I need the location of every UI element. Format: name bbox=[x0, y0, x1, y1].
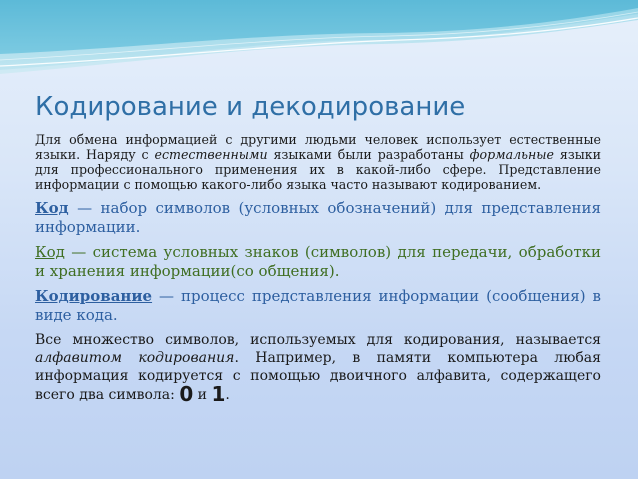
intro-text-2: языками были разработаны bbox=[267, 147, 470, 162]
symbol-zero: 0 bbox=[179, 382, 194, 406]
intro-paragraph bbox=[35, 132, 601, 192]
alphabet-paragraph bbox=[35, 331, 601, 404]
alphabet-and: и bbox=[193, 387, 212, 403]
term-code-2: Код bbox=[35, 243, 65, 261]
alphabet-text-1: Все множество символов, используемых для кодирования, называется bbox=[35, 332, 601, 348]
intro-emphasis-natural: естественными bbox=[154, 147, 268, 162]
term-code: Код bbox=[35, 199, 69, 217]
definition-code-1 bbox=[35, 199, 601, 237]
term-coding: Кодирование bbox=[35, 287, 153, 305]
alphabet-emphasis: алфавитом кодирования bbox=[35, 350, 235, 366]
slide-content bbox=[35, 132, 601, 404]
definition-code-2 bbox=[35, 243, 601, 281]
alphabet-end: . bbox=[225, 387, 230, 403]
intro-text-1: Для обмена информацией с другими людьми человек использует естественные языки. Наряду с bbox=[35, 132, 601, 162]
slide-title: Кодирование и декодирование bbox=[35, 92, 466, 122]
definition-coding-text: — процесс представления информации (сообщения) в виде кода. bbox=[35, 287, 601, 324]
definition-code-2-text: — система условных знаков (символов) для передачи, обработки и хранения информации(со общения). bbox=[35, 243, 601, 280]
alphabet-text-2: . Например, в памяти компьютера любая информация кодируется с помощью двоичного алфавита, содержащего всего два символа: bbox=[35, 350, 601, 403]
intro-text-3: языки для профессионального применения их в какой-либо сфере. Представление информации с помощью какого-либо языка часто называют кодированием. bbox=[35, 147, 601, 192]
symbol-one: 1 bbox=[211, 382, 226, 406]
definition-coding bbox=[35, 287, 601, 325]
intro-emphasis-formal: формальные bbox=[469, 147, 554, 162]
definition-code-1-text: — набор символов (условных обозначений) для представления информации. bbox=[35, 199, 601, 236]
